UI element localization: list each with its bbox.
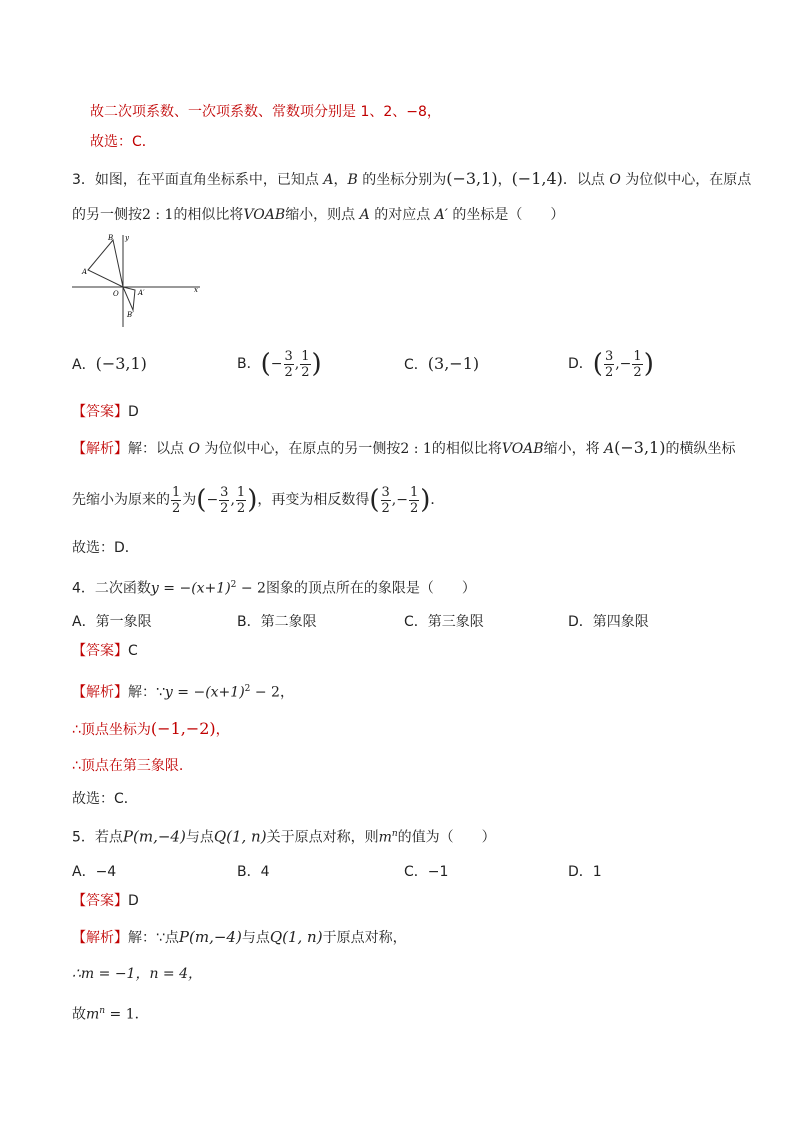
q3-option-c[interactable]: C．(3,−1) bbox=[404, 354, 480, 373]
q5-option-c[interactable]: C．−1 bbox=[404, 864, 449, 880]
q3-stem-line1: 3．如图，在平面直角坐标系中，已知点 A，B 的坐标分别为(−3,1)，(−1,4)．以点 O 为位似中心，在原点 bbox=[72, 169, 752, 188]
q3-option-a[interactable]: A．(−3,1) bbox=[72, 354, 147, 373]
q5-analysis-line2: ∴m = −1，n = 4， bbox=[72, 966, 203, 982]
label-b-prime: B′ bbox=[127, 311, 134, 319]
q4-option-c[interactable]: C．第三象限 bbox=[404, 614, 484, 630]
label-a: A bbox=[82, 268, 88, 276]
q3-answer: 【答案】D bbox=[72, 404, 139, 420]
q5-stem: 5．若点P(m,−4)与点Q(1, n)关于原点对称，则$m^n$的值为（ ） bbox=[72, 827, 496, 846]
q4-option-d[interactable]: D．第四象限 bbox=[568, 614, 649, 630]
q4-analysis-line1: 【解析】解：∵y = $-(x+1)^2 - 2$， bbox=[72, 684, 294, 701]
q3-analysis-line1: 【解析】解：以点 O 为位似中心，在原点的另一侧按2 : 1的相似比将VOAB缩小，将 A(−3,1)的横纵坐标 bbox=[72, 438, 736, 457]
point-b-label: B bbox=[347, 172, 363, 188]
q4-stem: 4．二次函数$y = -(x+1)^2 - 2$图象的顶点所在的象限是（ ） bbox=[72, 580, 476, 597]
label-a-prime: A′ bbox=[138, 289, 145, 297]
q5-option-a[interactable]: A．−4 bbox=[72, 864, 117, 880]
point-a-label: A bbox=[318, 172, 334, 188]
triangle-oa2b2 bbox=[123, 287, 135, 310]
q5-option-d[interactable]: D．1 bbox=[568, 864, 602, 880]
label-o: O bbox=[113, 290, 119, 298]
q5-analysis-line1: 【解析】解：∵点P(m,−4)与点Q(1, n)于原点对称， bbox=[72, 928, 407, 946]
q4-answer: 【答案】C bbox=[72, 643, 138, 659]
q3-stem-line2: 的另一侧按2 : 1的相似比将VOAB缩小，则点 A 的对应点 A′ 的坐标是（ ） bbox=[72, 207, 565, 223]
q5-answer: 【答案】D bbox=[72, 893, 139, 909]
label-x: x bbox=[194, 286, 198, 294]
q3-option-d[interactable]: D．( $\frac{3}{2}$ ,− $\frac{1}{2}$ ) bbox=[568, 348, 654, 380]
coord-b: (−1,4) bbox=[511, 169, 563, 188]
q2-choose-line: 故选：C． bbox=[90, 134, 156, 150]
coord-a: (−3,1) bbox=[446, 169, 498, 188]
q5-option-b[interactable]: B．4 bbox=[237, 864, 270, 880]
q5-analysis-line3: 故$m^n = 1$． bbox=[72, 1006, 149, 1023]
q4-option-b[interactable]: B．第二象限 bbox=[237, 614, 317, 630]
q4-analysis-line2: ∴顶点坐标为(−1,−2)， bbox=[72, 719, 230, 738]
q3-analysis-line2: 先缩小为原来的 $\frac{1}{2}$ 为(− $\frac{3}{2}$ , $\frac{1}{2}$ )，再变为相反数得( $\frac{3}{2}$ ,− $\frac{1}{2}$ )． bbox=[72, 484, 445, 516]
q3-choose: 故选：D． bbox=[72, 540, 139, 556]
q3-coordinate-figure bbox=[70, 230, 205, 330]
q4-analysis-line3: ∴顶点在第三象限. bbox=[72, 758, 184, 774]
label-b: B bbox=[108, 234, 114, 242]
label-y: y bbox=[125, 234, 129, 242]
q3-option-b[interactable]: B．(− $\frac{3}{2}$ , $\frac{1}{2}$ ) bbox=[237, 348, 322, 380]
triangle-oab bbox=[88, 240, 123, 287]
q4-option-a[interactable]: A．第一象限 bbox=[72, 614, 152, 630]
q4-choose: 故选：C． bbox=[72, 791, 138, 807]
q2-coefficients-line: 故二次项系数、一次项系数、常数项分别是 1、2、−8， bbox=[90, 104, 441, 120]
